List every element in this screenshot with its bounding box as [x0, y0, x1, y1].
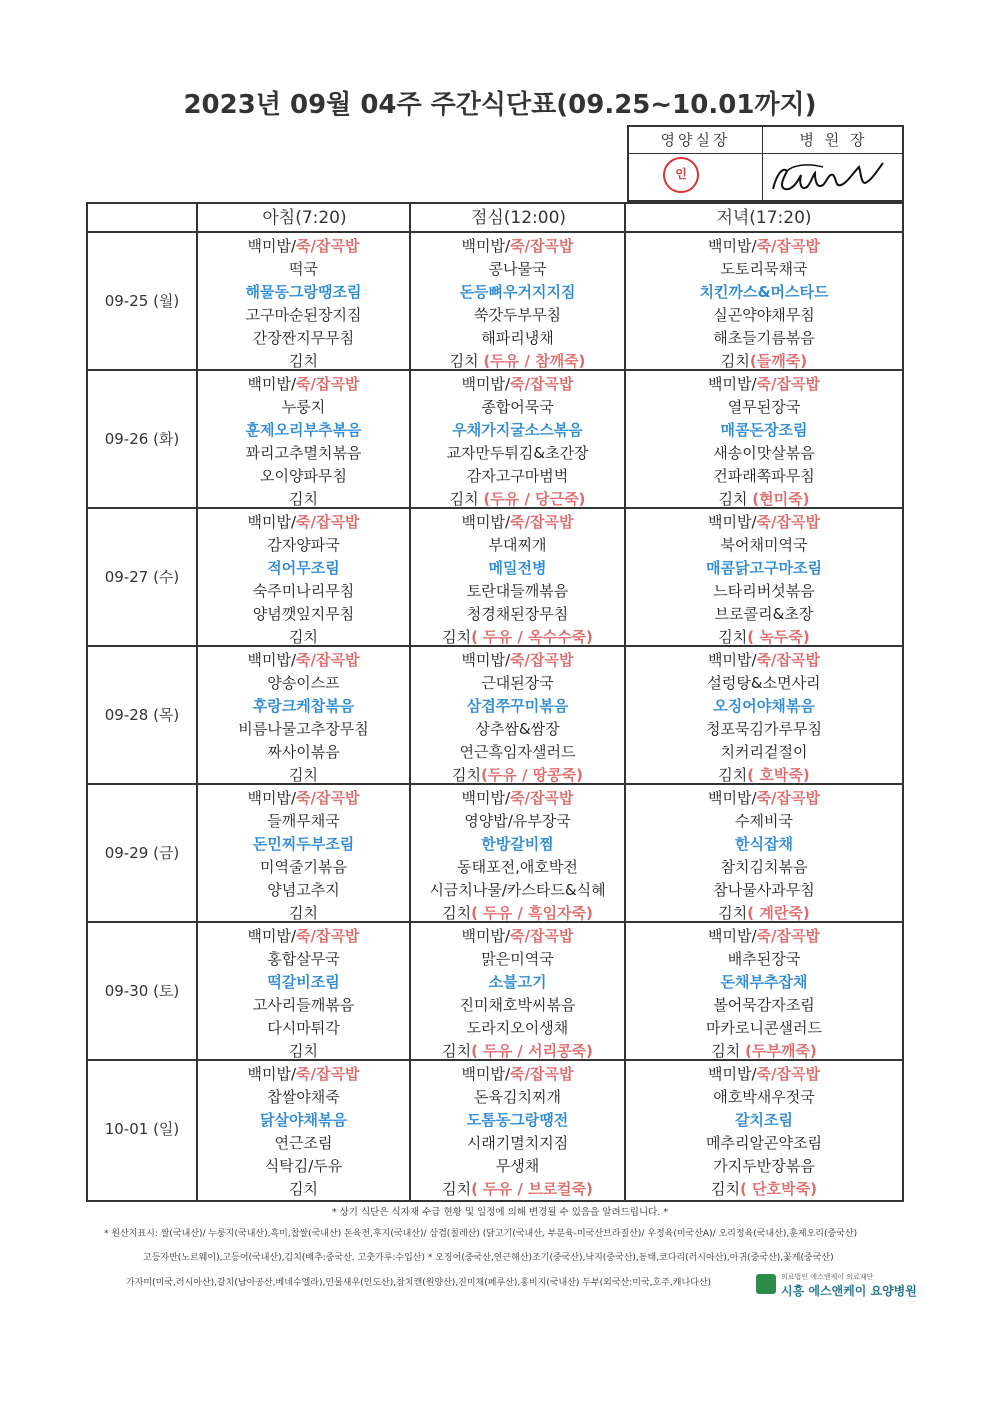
meal-lunch: [411, 1063, 624, 1201]
menu-kimchi: 김치: [449, 352, 484, 370]
menu-kimchi-line: [626, 350, 902, 373]
menu-rice: 백미밥/: [247, 237, 297, 255]
menu-side-dish: 시금치나물/카스타드&식혜: [429, 881, 606, 899]
approval-cell-director: [762, 153, 904, 201]
menu-rice-line: [626, 373, 902, 396]
menu-main-dish: 메밀전병: [488, 559, 547, 577]
day-date: 09-27 (수): [104, 568, 180, 586]
menu-rice-line: [198, 373, 409, 396]
menu-soup: 애호박새우젓국: [713, 1088, 815, 1106]
menu-kimchi: 김치: [718, 490, 753, 508]
menu-kimchi: 김치: [289, 490, 318, 508]
menu-main-dish: 후랑크케찹볶음: [252, 697, 355, 715]
meal-dinner: [626, 1063, 902, 1201]
menu-special-porridge: ( 단호박죽): [740, 1180, 817, 1198]
menu-side-dish: 새송이맛살볶음: [713, 444, 815, 462]
menu-rice-line: [626, 649, 902, 672]
menu-rice: 백미밥/: [708, 789, 757, 807]
menu-rice-line: [411, 1063, 624, 1086]
approval-box: [627, 125, 904, 202]
menu-side-dish: 오이양파무침: [260, 467, 347, 485]
menu-soup: 도토리묵채국: [720, 260, 808, 278]
menu-side-dish: 식탁김/두유: [264, 1157, 343, 1175]
day-row: [88, 785, 902, 923]
menu-side-dish: 메추리알곤약조림: [706, 1134, 822, 1152]
meal-dinner: [626, 925, 902, 1063]
menu-side-dish: 간장짠지무무침: [252, 329, 355, 347]
menu-rice-line: [411, 925, 624, 948]
menu-side-dish: 연근흑임자샐러드: [459, 743, 576, 761]
meal-breakfast: [198, 1063, 409, 1201]
menu-side-dish: 고구마순된장지짐: [245, 306, 362, 324]
page-title: 2023년 09월 04주 주간식단표(09.25~10.01까지): [183, 90, 817, 120]
menu-main-dish: 훈제오리부추볶음: [245, 421, 362, 439]
menu-rice: 백미밥/: [708, 927, 757, 945]
menu-special-porridge: ( 계란죽): [747, 904, 810, 922]
menu-rice-alt: 죽/잡곡밥: [296, 237, 360, 255]
hospital-logo-sub: 의료법인 에스앤케이 의료재단: [781, 1273, 874, 1281]
menu-soup: 돈육김치찌개: [474, 1088, 561, 1106]
menu-kimchi-line: [626, 902, 902, 925]
menu-special-porridge: (두부깨죽): [745, 1042, 817, 1060]
menu-side-dish: 가지두반장볶음: [713, 1157, 815, 1175]
menu-kimchi-line: [411, 764, 624, 787]
menu-kimchi-line: [198, 902, 409, 925]
menu-side-dish: 꽈리고추멸치볶음: [245, 444, 362, 462]
menu-main-dish: 돈등뼈우거지지짐: [459, 283, 576, 301]
menu-soup: 콩나물국: [488, 260, 547, 278]
menu-rice: 백미밥/: [461, 789, 511, 807]
day-date: 10-01 (일): [104, 1120, 180, 1138]
menu-main-dish: 우채가지굴소스볶음: [452, 421, 583, 439]
menu-main-dish: 갈치조림: [735, 1111, 793, 1129]
menu-rice: 백미밥/: [708, 237, 757, 255]
day-date: 09-26 (화): [104, 430, 180, 448]
menu-side-dish: 치커리겉절이: [720, 743, 808, 761]
menu-rice-alt: 죽/잡곡밥: [296, 513, 360, 531]
approval-label-director: 병 원 장: [762, 127, 904, 154]
menu-rice: 백미밥/: [708, 1065, 757, 1083]
menu-rice-line: [626, 787, 902, 810]
menu-rice-alt: 죽/잡곡밥: [510, 1065, 574, 1083]
menu-kimchi: 김치: [289, 1180, 318, 1198]
meal-lunch: [411, 787, 624, 925]
meal-lunch: [411, 511, 624, 649]
menu-soup: 근대된장국: [481, 674, 554, 692]
menu-kimchi-line: [626, 1040, 902, 1063]
menu-soup: 누룽지: [281, 398, 326, 416]
menu-kimchi-line: [411, 350, 624, 373]
menu-rice-line: [411, 511, 624, 534]
day-row: [88, 923, 902, 1061]
meal-breakfast: [198, 787, 409, 925]
meal-lunch: [411, 649, 624, 787]
menu-side-dish: 짜사이볶음: [267, 743, 340, 761]
menu-kimchi-line: [198, 1040, 409, 1063]
hospital-logo: [756, 1272, 917, 1302]
menu-header: [88, 204, 902, 233]
menu-rice-line: [411, 235, 624, 258]
menu-side-dish: 마카로니콘샐러드: [706, 1019, 822, 1037]
menu-rice-line: [198, 925, 409, 948]
origin-line-3: 가자미(미국,러시아산),갈치(남아공산,베네수엘라),민물새우(인도산),참치캔(원양산),진미채(페루산),홍비지(국내산) 두부(외국산:미국,호주,캐나다산): [126, 1278, 712, 1288]
menu-side-dish: 청포묵김가루무침: [706, 720, 822, 738]
menu-kimchi-line: [198, 350, 409, 373]
menu-kimchi: 김치: [451, 766, 481, 784]
menu-side-dish: 느타리버섯볶음: [713, 582, 815, 600]
menu-kimchi-line: [411, 1040, 624, 1063]
menu-rice-line: [198, 787, 409, 810]
day-date: 09-29 (금): [104, 844, 180, 862]
day-row: [88, 371, 902, 509]
menu-soup: 양송이스프: [267, 674, 340, 692]
menu-side-dish: 해초들기름볶음: [713, 329, 815, 347]
meal-lunch: [411, 235, 624, 373]
menu-rice-line: [626, 925, 902, 948]
menu-rice-alt: 죽/잡곡밥: [756, 651, 820, 669]
menu-rice-alt: 죽/잡곡밥: [296, 1065, 360, 1083]
menu-side-dish: 진미채호박씨볶음: [459, 996, 576, 1014]
menu-rice: 백미밥/: [461, 651, 511, 669]
menu-rice: 백미밥/: [708, 651, 757, 669]
menu-rice: 백미밥/: [708, 513, 757, 531]
meal-dinner: [626, 787, 902, 925]
menu-kimchi-line: [198, 488, 409, 511]
menu-kimchi-line: [411, 902, 624, 925]
menu-rice-alt: 죽/잡곡밥: [296, 927, 360, 945]
menu-side-dish: 시래기멸치지짐: [466, 1134, 569, 1152]
menu-side-dish: 양념고추지: [267, 881, 340, 899]
menu-rice-alt: 죽/잡곡밥: [510, 651, 574, 669]
meal-breakfast: [198, 373, 409, 511]
menu-main-dish: 한방갈비찜: [481, 835, 554, 853]
menu-rice-alt: 죽/잡곡밥: [756, 237, 820, 255]
menu-rice: 백미밥/: [461, 927, 511, 945]
menu-kimchi-line: [411, 1178, 624, 1201]
menu-kimchi: 김치: [442, 628, 472, 646]
menu-soup: 종합어묵국: [481, 398, 554, 416]
menu-soup: 떡국: [289, 260, 318, 278]
menu-rice-line: [198, 511, 409, 534]
menu-special-porridge: (두유 / 땅콩죽): [480, 766, 584, 784]
menu-kimchi-line: [198, 764, 409, 787]
menu-side-dish: 쑥갓두부무침: [474, 306, 561, 324]
menu-side-dish: 건파래쪽파무침: [713, 467, 815, 485]
day-row: [88, 1061, 902, 1199]
menu-side-dish: 실곤약야채무침: [713, 306, 815, 324]
menu-rice-line: [626, 1063, 902, 1086]
menu-rice-alt: 죽/잡곡밥: [510, 789, 574, 807]
menu-table: [86, 202, 904, 1202]
menu-main-dish: 한식잡채: [735, 835, 793, 853]
menu-rice: 백미밥/: [461, 237, 511, 255]
menu-rice: 백미밥/: [247, 1065, 297, 1083]
menu-rice-alt: 죽/잡곡밥: [510, 375, 574, 393]
menu-rice-alt: 죽/잡곡밥: [296, 789, 360, 807]
menu-special-porridge: ( 녹두죽): [747, 628, 810, 646]
menu-kimchi: 김치: [289, 904, 318, 922]
menu-main-dish: 돈채부추잡채: [720, 973, 808, 991]
menu-rice-line: [198, 235, 409, 258]
menu-special-porridge: ( 두유 / 옥수수죽): [471, 628, 593, 646]
menu-side-dish: 동태포전,애호박전: [457, 858, 578, 876]
menu-rice-alt: 죽/잡곡밥: [510, 513, 574, 531]
menu-rice-alt: 죽/잡곡밥: [510, 927, 574, 945]
menu-soup: 수제비국: [735, 812, 793, 830]
menu-kimchi: 김치: [711, 1180, 741, 1198]
menu-kimchi-line: [198, 1178, 409, 1201]
menu-kimchi: 김치: [289, 352, 318, 370]
menu-kimchi-line: [626, 488, 902, 511]
header-lunch: 점심(12:00): [470, 208, 567, 228]
menu-special-porridge: (두유 / 참깨죽): [483, 352, 586, 370]
menu-rice-line: [411, 373, 624, 396]
approval-label-nutrition: 영양실장: [629, 127, 762, 154]
header-breakfast: 아침(7:20): [262, 208, 347, 228]
menu-soup: 배추된장국: [727, 950, 801, 968]
menu-main-dish: 해물동그랑땡조림: [245, 283, 362, 301]
origin-line-1: * 원산지표시: 쌀(국내산)/ 누룽지(국내산),흑미,찹쌀(국내산) 돈육전,후지(국내산)/ 삼겹(칠레산) (닭고기(국내산, 부분육-미국산브라질산)/ 우정육(미국산A)/ 오리정육(국내산),훈제오리(중국산): [104, 1229, 858, 1239]
menu-side-dish: 해파리냉채: [481, 329, 554, 347]
menu-kimchi: 김치: [442, 904, 472, 922]
menu-special-porridge: ( 두유 / 브로컬죽): [471, 1180, 593, 1198]
divider: [409, 204, 411, 1200]
menu-soup: 들깨무채국: [267, 812, 340, 830]
menu-side-dish: 양념깻잎지무침: [252, 605, 355, 623]
menu-soup: 홍합살무국: [267, 950, 340, 968]
menu-soup: 북어채미역국: [720, 536, 808, 554]
menu-kimchi: 김치: [442, 1042, 472, 1060]
signature-image: [763, 153, 902, 201]
menu-side-dish: 미역줄기볶음: [260, 858, 347, 876]
meal-lunch: [411, 373, 624, 511]
menu-side-dish: 고사리들깨볶음: [252, 996, 355, 1014]
menu-soup: 열무된장국: [727, 398, 801, 416]
menu-rice-line: [626, 235, 902, 258]
meal-breakfast: [198, 925, 409, 1063]
menu-side-dish: 교자만두튀김&초간장: [446, 444, 589, 462]
menu-rice-line: [411, 649, 624, 672]
menu-main-dish: 돈민찌두부조림: [252, 835, 355, 853]
menu-main-dish: 매콤돈장조림: [720, 421, 808, 439]
menu-soup: 감자양파국: [267, 536, 340, 554]
approval-cell-nutrition: [629, 153, 762, 201]
menu-rice: 백미밥/: [247, 927, 297, 945]
menu-kimchi: 김치: [289, 766, 318, 784]
hospital-logo-name: 시흥 에스앤케이 요양병원: [781, 1284, 917, 1298]
menu-kimchi-line: [626, 1178, 902, 1201]
menu-rice-alt: 죽/잡곡밥: [756, 1065, 820, 1083]
origin-line-2: 고등자반(노르웨이),고등어(국내산),김치(배추:중국산. 고춧가루:수입산) * 오징어(중국산,연근해산)조기(중국산),낙지(중국산),동태,코다리(러시아산),아귀(중국산),꽃게(중국산): [143, 1253, 834, 1263]
menu-main-dish: 도톰동그랑땡전: [466, 1111, 569, 1129]
meal-breakfast: [198, 511, 409, 649]
menu-rice-line: [626, 511, 902, 534]
menu-side-dish: 무생채: [495, 1157, 540, 1175]
menu-kimchi: 김치: [718, 766, 748, 784]
menu-side-dish: 브로콜리&초장: [714, 605, 814, 623]
menu-kimchi-line: [411, 626, 624, 649]
menu-main-dish: 닭살야채볶음: [260, 1111, 347, 1129]
day-row: [88, 233, 902, 371]
menu-rice: 백미밥/: [247, 513, 297, 531]
day-date: 09-28 (목): [104, 706, 180, 724]
menu-rice: 백미밥/: [461, 1065, 511, 1083]
menu-main-dish: 삼겹쭈꾸미볶음: [466, 697, 569, 715]
menu-rice: 백미밥/: [461, 375, 511, 393]
menu-rice-line: [198, 649, 409, 672]
menu-special-porridge: (두유 / 당근죽): [483, 490, 586, 508]
menu-soup: 영양밥/유부장국: [464, 812, 571, 830]
menu-kimchi: 김치: [718, 628, 748, 646]
footer-note: * 상기 식단은 식자재 수급 현황 및 일정에 의해 변경될 수 있음을 알려드립니다. *: [331, 1207, 669, 1218]
menu-side-dish: 감자고구마범벅: [466, 467, 569, 485]
day-row: [88, 647, 902, 785]
menu-side-dish: 연근조림: [274, 1134, 333, 1152]
menu-rice-line: [411, 787, 624, 810]
menu-kimchi: 김치: [718, 904, 748, 922]
seal-stamp: 인: [663, 157, 699, 193]
menu-main-dish: 떡갈비조림: [267, 973, 340, 991]
menu-kimchi: 김치: [289, 628, 318, 646]
divider: [196, 204, 198, 1200]
menu-special-porridge: ( 호박죽): [747, 766, 810, 784]
menu-rice: 백미밥/: [247, 789, 297, 807]
menu-kimchi: 김치: [289, 1042, 318, 1060]
day-date: 09-30 (토): [104, 982, 180, 1000]
menu-kimchi: 김치: [449, 490, 484, 508]
menu-special-porridge: ( 두유 / 흑임자죽): [471, 904, 593, 922]
menu-soup: 부대찌개: [488, 536, 547, 554]
menu-kimchi: 김치: [711, 1042, 746, 1060]
menu-special-porridge: ( 두유 / 서리콩죽): [471, 1042, 593, 1060]
menu-rice-alt: 죽/잡곡밥: [756, 927, 820, 945]
menu-side-dish: 토란대들깨볶음: [466, 582, 569, 600]
menu-side-dish: 숙주미나리무침: [252, 582, 355, 600]
menu-rice-alt: 죽/잡곡밥: [510, 237, 574, 255]
menu-main-dish: 적어무조림: [267, 559, 340, 577]
menu-kimchi-line: [198, 626, 409, 649]
meal-breakfast: [198, 235, 409, 373]
day-date: 09-25 (월): [104, 292, 180, 310]
menu-side-dish: 볼어묵감자조림: [713, 996, 815, 1014]
meal-lunch: [411, 925, 624, 1063]
menu-main-dish: 오징어야채볶음: [713, 697, 815, 715]
menu-rice-alt: 죽/잡곡밥: [756, 789, 820, 807]
menu-soup: 찹쌀야채죽: [267, 1088, 340, 1106]
menu-side-dish: 참치김치볶음: [720, 858, 808, 876]
day-row: [88, 509, 902, 647]
menu-soup: 맑은미역국: [481, 950, 554, 968]
menu-rice: 백미밥/: [461, 513, 511, 531]
menu-side-dish: 비름나물고추장무침: [238, 720, 369, 738]
meal-dinner: [626, 235, 902, 373]
menu-kimchi: 김치: [442, 1180, 472, 1198]
menu-rice: 백미밥/: [247, 651, 297, 669]
menu-side-dish: 청경채된장무침: [466, 605, 569, 623]
menu-kimchi-line: [626, 626, 902, 649]
meal-breakfast: [198, 649, 409, 787]
menu-soup: 설렁탕&소면사리: [707, 674, 821, 692]
menu-rice-alt: 죽/잡곡밥: [296, 651, 360, 669]
menu-main-dish: 소불고기: [488, 973, 547, 991]
menu-rice-alt: 죽/잡곡밥: [756, 375, 820, 393]
menu-rice: 백미밥/: [708, 375, 757, 393]
menu-side-dish: 다시마튀각: [267, 1019, 340, 1037]
menu-rice-line: [198, 1063, 409, 1086]
menu-special-porridge: (현미죽): [752, 490, 810, 508]
menu-rice-alt: 죽/잡곡밥: [756, 513, 820, 531]
menu-special-porridge: (들깨죽): [749, 352, 808, 370]
hospital-logo-icon: [756, 1274, 776, 1294]
menu-side-dish: 상추쌈&쌈장: [475, 720, 560, 738]
menu-kimchi: 김치: [720, 352, 750, 370]
menu-side-dish: 도라지오이생채: [466, 1019, 569, 1037]
meal-dinner: [626, 511, 902, 649]
meal-dinner: [626, 373, 902, 511]
menu-main-dish: 치킨까스&머스타드: [699, 283, 829, 301]
divider: [624, 204, 626, 1200]
meal-dinner: [626, 649, 902, 787]
menu-side-dish: 참나물사과무침: [713, 881, 815, 899]
menu-rice-alt: 죽/잡곡밥: [296, 375, 360, 393]
menu-rice: 백미밥/: [247, 375, 297, 393]
header-dinner: 저녁(17:20): [716, 208, 812, 228]
menu-main-dish: 매콤닭고구마조림: [706, 559, 822, 577]
menu-kimchi-line: [411, 488, 624, 511]
menu-kimchi-line: [626, 764, 902, 787]
